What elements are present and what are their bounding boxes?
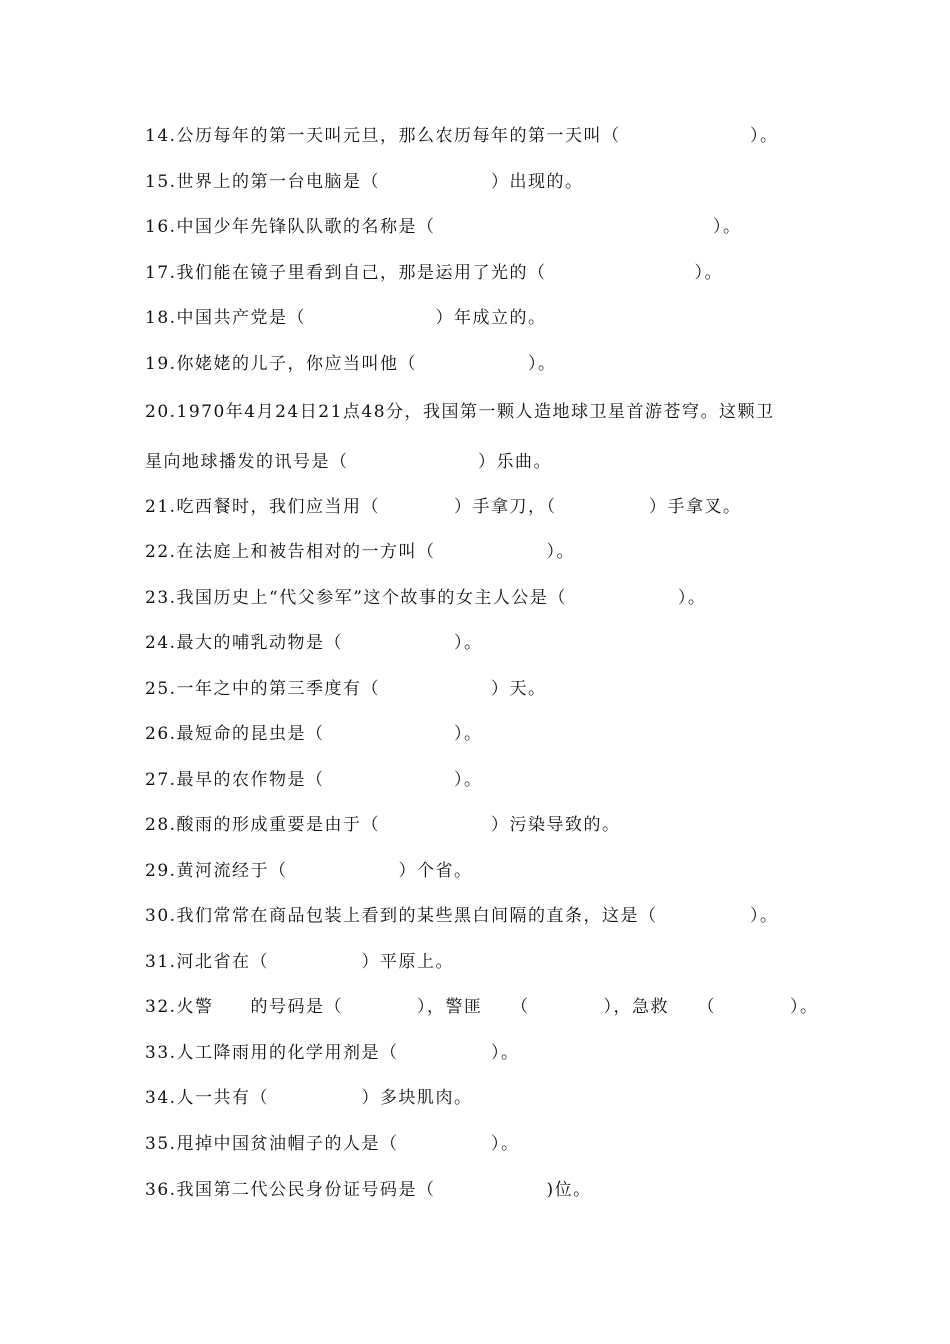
question-16: 16.中国少年先锋队队歌的名称是（ ）。 bbox=[145, 217, 742, 237]
question-22: 22.在法庭上和被告相对的一方叫（ ）。 bbox=[145, 542, 576, 562]
question-29: 29.黄河流经于（ ）个省。 bbox=[145, 861, 473, 881]
question-26: 26.最短命的昆虫是（ ）。 bbox=[145, 724, 483, 744]
question-24: 24.最大的哺乳动物是（ ）。 bbox=[145, 633, 483, 653]
question-34: 34.人一共有（ ）多块肌肉。 bbox=[145, 1088, 473, 1108]
question-14: 14.公历每年的第一天叫元旦，那么农历每年的第一天叫（ ）。 bbox=[145, 126, 779, 146]
question-21: 21.吃西餐时，我们应当用（ ）手拿刀，（ ）手拿叉。 bbox=[145, 497, 742, 517]
question-23: 23.我国历史上“代父参军”这个故事的女主人公是（ ）。 bbox=[145, 588, 707, 608]
question-33: 33.人工降雨用的化学用剂是（ ）。 bbox=[145, 1043, 520, 1063]
question-35: 35.甩掉中国贫油帽子的人是（ ）。 bbox=[145, 1134, 520, 1154]
question-31: 31.河北省在（ ）平原上。 bbox=[145, 952, 455, 972]
question-19: 19.你姥姥的儿子，你应当叫他（ ）。 bbox=[145, 354, 557, 374]
question-32: 32.火警 的号码是（ ），警匪 （ ），急救 （ ）。 bbox=[145, 997, 819, 1017]
question-20-line-1: 20.1970年4月24日21点48分，我国第一颗人造地球卫星首游苍穹。这颗卫 bbox=[145, 402, 775, 422]
question-20-line-2: 星向地球播发的讯号是（ ）乐曲。 bbox=[145, 452, 552, 472]
question-30: 30.我们常常在商品包装上看到的某些黑白间隔的直条，这是（ ）。 bbox=[145, 906, 779, 926]
question-28: 28.酸雨的形成重要是由于（ ）污染导致的。 bbox=[145, 815, 621, 835]
question-25: 25.一年之中的第三季度有（ ）天。 bbox=[145, 679, 547, 699]
question-27: 27.最早的农作物是（ ）。 bbox=[145, 770, 483, 790]
question-18: 18.中国共产党是（ ）年成立的。 bbox=[145, 308, 547, 328]
question-36: 36.我国第二代公民身份证号码是（ )位。 bbox=[145, 1180, 592, 1200]
question-17: 17.我们能在镜子里看到自己，那是运用了光的（ ）。 bbox=[145, 263, 724, 283]
question-15: 15.世界上的第一台电脑是（ ）出现的。 bbox=[145, 172, 584, 192]
